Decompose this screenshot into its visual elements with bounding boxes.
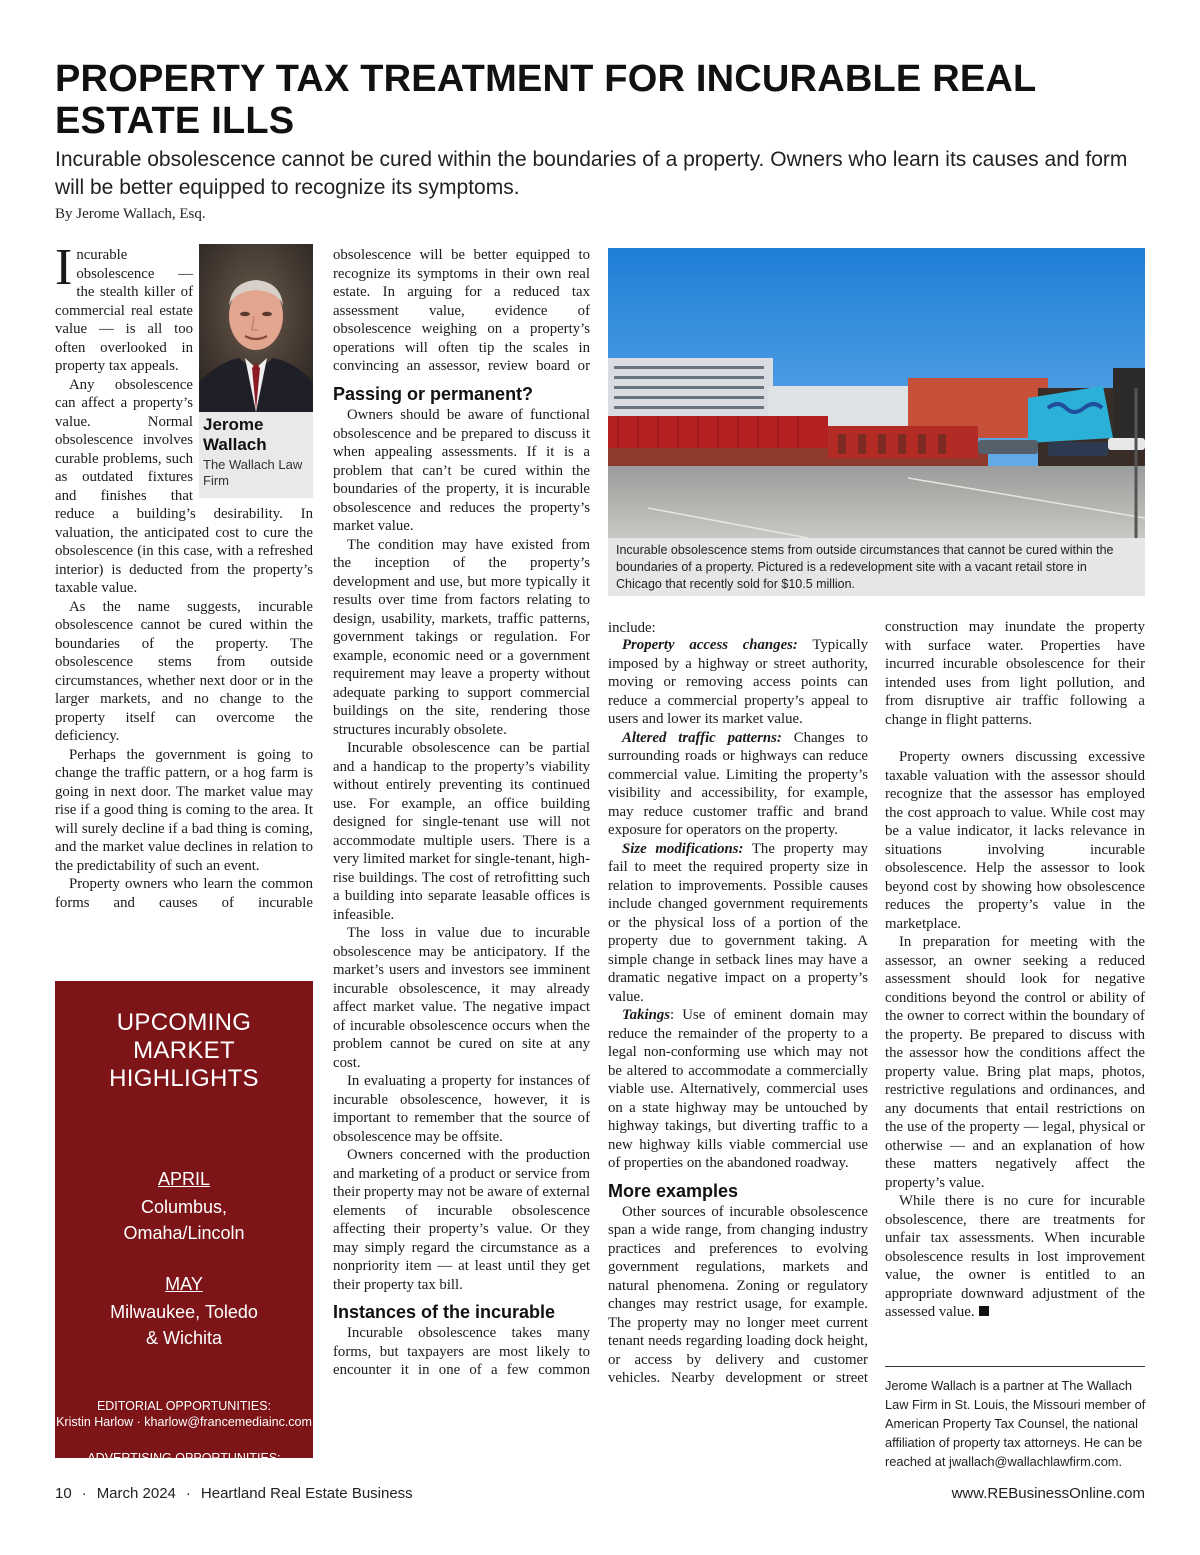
sidebar-cities: Milwaukee, Toledo bbox=[110, 1302, 258, 1322]
subhead-more-examples: More examples bbox=[608, 1180, 739, 1201]
article-column-4 bbox=[885, 618, 1145, 1322]
body-paragraph-continued: construction may inundate the property with surface water. Properties have incurred incurable obsolescence for their intended uses from light pollution, and from disruptive air traffic following a change in flight patterns. bbox=[885, 619, 1145, 728]
body-paragraph: The condition may have existed from the inception of the property’s development and use, but more typically it results over time from factors relating to design, usability, markets, traffic patterns, government takings or regulation. For example, economic need or a government requirement may leave a property without adequate parking to support commercial buildings on the site, rendering those structures incurably obsolete. bbox=[333, 536, 590, 738]
author-bio: Jerome Wallach is a partner at The Wallach Law Firm in St. Louis, the Missouri member of American Property Tax Counsel, the national affiliation of property tax attorneys. He can be reached at jwallach@wallachlawfirm.com. bbox=[885, 1378, 1146, 1469]
article-headline: PROPERTY TAX TREATMENT FOR INCURABLE REAL ESTATE ILLS bbox=[55, 58, 1036, 142]
editorial-label: EDITORIAL OPPORTUNITIES: bbox=[96, 1399, 272, 1413]
article-deck: Incurable obsolescence cannot be cured within the boundaries of a property. Owners who learn its causes and form will be better equipped to recognize its symptoms. bbox=[55, 148, 1128, 199]
article-column-3 bbox=[608, 618, 868, 1388]
publication-name: Heartland Real Estate Business bbox=[200, 1485, 413, 1502]
subhead-instances: Instances of the incurable bbox=[333, 1302, 556, 1322]
retail-site-photo bbox=[608, 248, 1145, 538]
feature-photo bbox=[608, 248, 1145, 538]
body-paragraph: Owners concerned with the production and marketing of a product or service from their property may not be aware of external elements of incurable obsolescence affecting their property’s value. Or they may simply regard the circumstance as a nonpriority item — at least until they get their property tax bill. bbox=[333, 1147, 590, 1293]
sidebar-cities: Columbus, bbox=[140, 1197, 228, 1217]
bio-divider bbox=[885, 1366, 1145, 1367]
editorial-contact[interactable]: Kristin Harlow · kharlow@francemediainc.com bbox=[56, 1415, 312, 1429]
article-column-1 bbox=[55, 239, 313, 912]
body-paragraph: While there is no cure for incurable obsolescence, there are treatments for unfair tax assessments. When incurable obsolescence results in lost improvement value, the owner is entitled to an appropriate downward adjustment of the assessed value. bbox=[885, 1193, 1145, 1320]
page-footer: 10 · March 2024 · Heartland Real Estate Business bbox=[55, 1485, 413, 1502]
body-paragraph: In preparation for meeting with the assessor, an owner seeking a reduced assessment should look for negative conditions beyond the control or ability of the owner to correct within the boundary of the property. Be prepared to discuss with the assessor how the conditions affect the property value. Bring plat maps, photos, restrictive regulations and ordinances, and any documents that entail restrictions on the use of the property — legal, physical or otherwise — and an explanation of how these matters negatively affect the property’s value. bbox=[885, 934, 1145, 1191]
sidebar-month-may: MAY bbox=[165, 1274, 203, 1294]
body-paragraph: Property owners discussing excessive taxable valuation with the assessor should recognize that the assessor has employed the cost approach to value. While cost may be a value indicator, it lacks relevance in situations involving incurable obsolescence. Help the assessor to look beyond cost by showing how obsolescence reduces the property’s value in the marketplace. bbox=[885, 749, 1145, 932]
scenario-size: Size modifications: The property may fail to meet the required property size in relation to improvements. Possible causes include changed government requirements or the physical loss of a portion of the property due to government taking. A simple change in setback lines may have a dramatic negative impact on a property’s value. bbox=[608, 840, 869, 1005]
issue-date: March 2024 bbox=[96, 1485, 176, 1502]
scenario-access: Property access changes: Typically imposed by a highway or street authority, moving or removing access points can reduce a commercial property’s appeal to users and lower its market value. bbox=[608, 637, 868, 727]
advertising-contact[interactable]: Barb Sherer · bsherer@francemediainc.com bbox=[61, 1467, 307, 1481]
body-paragraph: Incurable obsolescence can be partial and a handicap to the property’s viability without entirely preventing its continued use. For example, an office building designed for single-tenant use will not accommodate multiple users. There is a very limited market for single-tenant, high-rise buildings. The cost of retrofitting such a building into separate leasable offices is infeasible. bbox=[333, 740, 590, 923]
scenario-traffic: Altered traffic patterns: Changes to surrounding roads or highways can reduce commercial value. Limiting the property’s visibility and accessibility, for example, may reduce customer traffic and brand exposure for operators on the property. bbox=[608, 729, 869, 838]
author-photo-box bbox=[199, 244, 313, 498]
article-byline: By Jerome Wallach, Esq. bbox=[55, 206, 206, 222]
body-paragraph-continued: obsolescence will be better equipped to recognize its symptoms in their own real estate. In arguing for a reduced tax assessment value, evidence of obsolescence weighing on a property’s operations will often tip the scales in convincing an assessor, review board or bbox=[333, 247, 590, 374]
body-paragraph: Incurable obsolescence — the stealth killer of commercial real estate value — is all too often overlooked in property tax appeals. bbox=[55, 239, 193, 374]
sidebar-cities: & Wichita bbox=[145, 1328, 223, 1348]
article-column-2 bbox=[333, 246, 590, 1379]
body-paragraph: Any obsolescence can affect a property’s value. Normal obsolescence involves curable problems, such as outdated fixtures and finishes that reduce a building’s desirability. In valuation, the anticipated cost to cure the obsolescence (in this case, with a refreshed interior) is deducted from the property’s taxable value. bbox=[55, 376, 313, 596]
subhead-passing: Passing or permanent? bbox=[333, 384, 534, 404]
page-number: 10 bbox=[55, 1485, 72, 1502]
end-mark-icon bbox=[979, 1306, 989, 1316]
author-name: Jerome Wallach bbox=[203, 415, 267, 454]
website-link[interactable]: www.REBusinessOnline.com bbox=[951, 1485, 1145, 1502]
body-paragraph: The loss in value due to incurable obsolescence may be anticipatory. If the market’s users and investors see imminent incurable obsolescence, it may already affect market value. The negative impact of incurable obsolescence occurs when the problem cannot be cured on site at any cost. bbox=[333, 925, 590, 1071]
sidebar-month-april: APRIL bbox=[157, 1169, 211, 1189]
body-paragraph: Owners should be aware of functional obsolescence and be prepared to discuss it when appealing assessments. If it is a problem that can’t be cured within the boundaries of the property, it is incurable obsolescence and reduces the property’s market value. bbox=[333, 407, 590, 534]
sidebar-cities: Omaha/Lincoln bbox=[123, 1223, 245, 1243]
sidebar-title: UPCOMING MARKET HIGHLIGHTS bbox=[109, 1009, 259, 1092]
photo-caption: Incurable obsolescence stems from outside circumstances that cannot be cured within the boundaries of a property. Pictured is a redevelopment site with a vacant retail store in Chicago that recently sold for $10.5 million. bbox=[608, 538, 1145, 596]
market-highlights-sidebar bbox=[55, 981, 313, 1481]
author-firm: The Wallach Law Firm bbox=[203, 457, 303, 488]
scenario-takings: Takings: Use of eminent domain may reduce the remainder of the property to a legal non-conforming use which may not be altered to accommodate a commercially viable use. Alternatively, commercial uses on a state highway may be untouched by highway takings, but diverting traffic to a new highway kills viable commercial use of properties on the abandoned roadway. bbox=[608, 1007, 868, 1171]
body-paragraph: Property owners who learn the common forms and causes of incurable bbox=[55, 876, 313, 911]
body-paragraph: Incurable obsolescence takes many forms, but taxpayers are most likely to encounter it in one of a few common bbox=[333, 1325, 590, 1378]
body-paragraph: In evaluating a property for instances of incurable obsolescence, however, it is important to remember that the source of obsolescence may be offsite. bbox=[333, 1073, 590, 1145]
body-paragraph: As the name suggests, incurable obsolescence cannot be cured within the boundaries of the property. The obsolescence stems from outside circumstances, whether next door or in the larger markets, and no change to the property itself can overcome the deficiency. bbox=[55, 598, 313, 744]
body-paragraph-continued: include: bbox=[608, 619, 656, 636]
advertising-label: ADVERTISING OPPORTUNITIES: bbox=[87, 1451, 281, 1465]
drop-cap: I bbox=[55, 239, 73, 296]
body-paragraph: Perhaps the government is going to change the traffic pattern, or a hog farm is going in next door. The market value may rise if a good thing is coming to the area. It will surely decline if a bad thing is coming, and the market value declines in relation to the predictability of such an event. bbox=[55, 746, 313, 874]
body-paragraph: Other sources of incurable obsolescence span a wide range, from changing industry practices and preferences to evolving government regulations, markets and natural phenomena. Zoning or regulatory changes may restrict usage, for example. The property may no longer meet current tenant needs regarding loading dock height, or access by delivery and customer vehicles. Nearby development or street bbox=[608, 1203, 868, 1386]
author-portrait-image bbox=[199, 244, 313, 412]
